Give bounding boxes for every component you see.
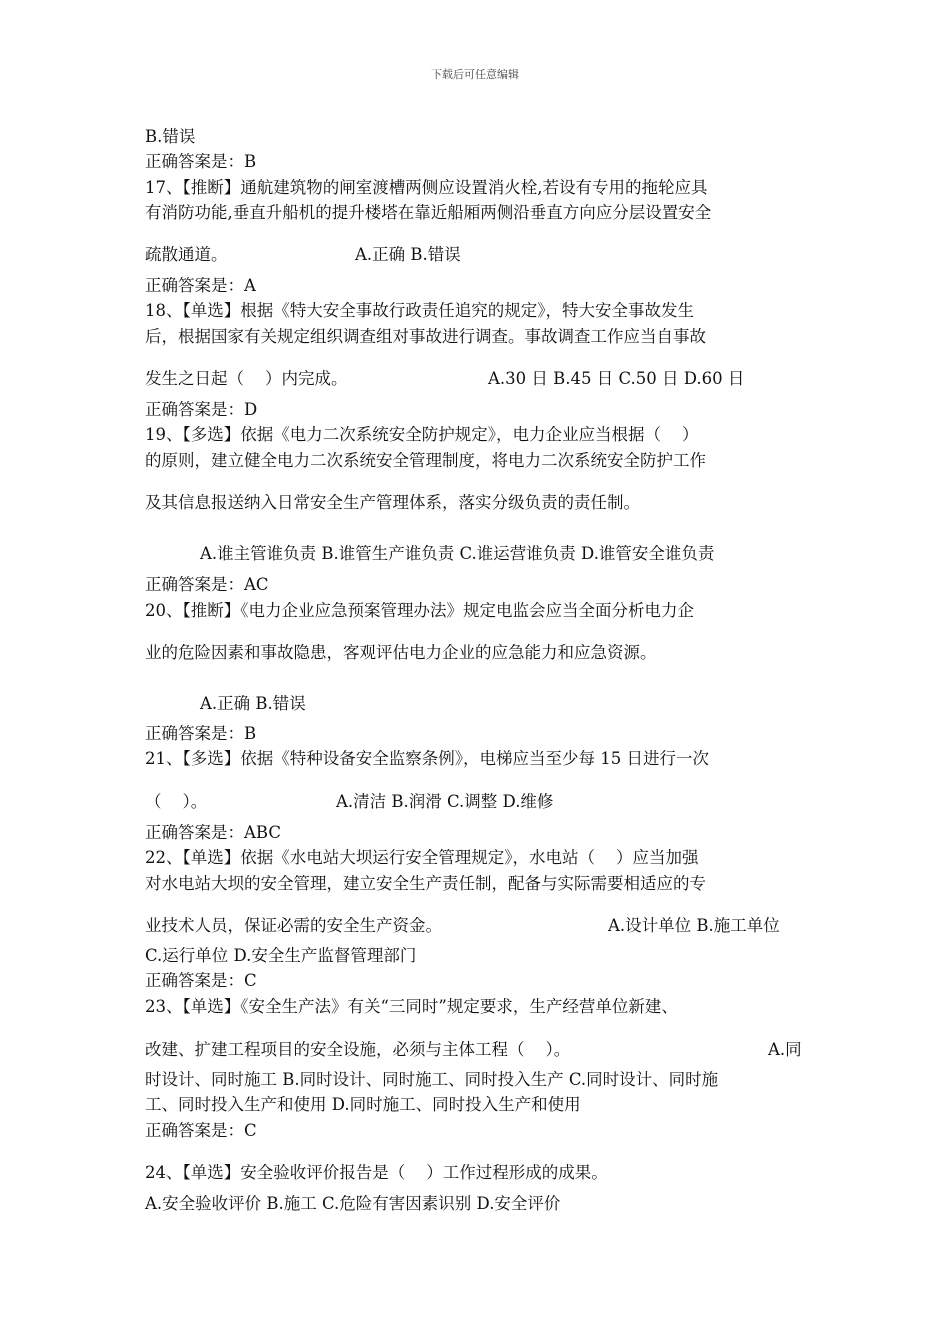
question-24-options: A.安全验收评价 B.施工 C.危险有害因素识别 D.安全评价 bbox=[145, 1194, 561, 1213]
question-22-line: 业技术人员，保证必需的安全生产资金。 bbox=[145, 916, 442, 935]
question-17-line: 有消防功能,垂直升船机的提升楼塔在靠近船厢两侧沿垂直方向应分层设置安全 bbox=[145, 203, 712, 222]
answer-line: 正确答案是：ABC bbox=[145, 823, 281, 842]
question-23-line: 改建、扩建工程项目的安全设施，必须与主体工程（ ）。 bbox=[145, 1040, 571, 1059]
question-17-line: 疏散通道。 bbox=[145, 245, 228, 264]
question-22-options: A.设计单位 B.施工单位 bbox=[608, 916, 780, 935]
question-23-line: 23、【单选】《安全生产法》有关“三同时”规定要求，生产经营单位新建、 bbox=[145, 997, 678, 1016]
question-22-line: 22、【单选】依据《水电站大坝运行安全管理规定》，水电站（ ）应当加强 bbox=[145, 848, 699, 867]
question-20-line: 20、【推断】《电力企业应急预案管理办法》规定电监会应当全面分析电力企 bbox=[145, 601, 694, 620]
answer-line: 正确答案是：C bbox=[145, 971, 257, 990]
question-19-line: 19、【多选】依据《电力二次系统安全防护规定》，电力企业应当根据（ ） bbox=[145, 425, 699, 444]
question-18-line: 发生之日起（ ）内完成。 bbox=[145, 369, 348, 388]
question-20-line: 业的危险因素和事故隐患，客观评估电力企业的应急能力和应急资源。 bbox=[145, 643, 657, 662]
question-22-line: 对水电站大坝的安全管理，建立安全生产责任制，配备与实际需要相适应的专 bbox=[145, 874, 706, 893]
answer-line: 正确答案是：C bbox=[145, 1121, 257, 1140]
page-header: 下载后可任意编辑 bbox=[431, 68, 519, 81]
question-17-options: A.正确 B.错误 bbox=[355, 245, 461, 264]
question-21-line: 21、【多选】依据《特种设备安全监察条例》，电梯应当至少每 15 日进行一次 bbox=[145, 749, 709, 768]
question-21-options: A.清洁 B.润滑 C.调整 D.维修 bbox=[336, 792, 554, 811]
question-18-line: 18、【单选】根据《特大安全事故行政责任追究的规定》，特大安全事故发生 bbox=[145, 301, 694, 320]
answer-line: 正确答案是：B bbox=[145, 152, 257, 171]
question-18-line: 后，根据国家有关规定组织调查组对事故进行调查。事故调查工作应当自事故 bbox=[145, 327, 706, 346]
question-20-options: A.正确 B.错误 bbox=[200, 694, 306, 713]
question-19-line: 的原则，建立健全电力二次系统安全管理制度，将电力二次系统安全防护工作 bbox=[145, 451, 706, 470]
question-18-options: A.30 日 B.45 日 C.50 日 D.60 日 bbox=[488, 369, 745, 388]
question-22-options: C.运行单位 D.安全生产监督管理部门 bbox=[145, 946, 417, 965]
answer-line: 正确答案是：AC bbox=[145, 575, 269, 594]
question-23-options: 时设计、同时施工 B.同时设计、同时施工、同时投入生产 C.同时设计、同时施 bbox=[145, 1070, 719, 1089]
question-19-line: 及其信息报送纳入日常安全生产管理体系，落实分级负责的责任制。 bbox=[145, 493, 640, 512]
question-24-line: 24、【单选】安全验收评价报告是（ ）工作过程形成的成果。 bbox=[145, 1163, 608, 1182]
option-line: B.错误 bbox=[145, 127, 196, 146]
question-19-options: A.谁主管谁负责 B.谁管生产谁负责 C.谁运营谁负责 D.谁管安全谁负责 bbox=[200, 544, 715, 563]
answer-line: 正确答案是：B bbox=[145, 724, 257, 743]
question-23-options: A.同 bbox=[768, 1040, 802, 1059]
question-17-line: 17、【推断】通航建筑物的闸室渡槽两侧应设置消火栓,若设有专用的拖轮应具 bbox=[145, 178, 708, 197]
question-21-line: （ ）。 bbox=[145, 792, 208, 811]
question-23-options: 工、同时投入生产和使用 D.同时施工、同时投入生产和使用 bbox=[145, 1095, 581, 1114]
answer-line: 正确答案是：A bbox=[145, 276, 256, 295]
answer-line: 正确答案是：D bbox=[145, 400, 258, 419]
